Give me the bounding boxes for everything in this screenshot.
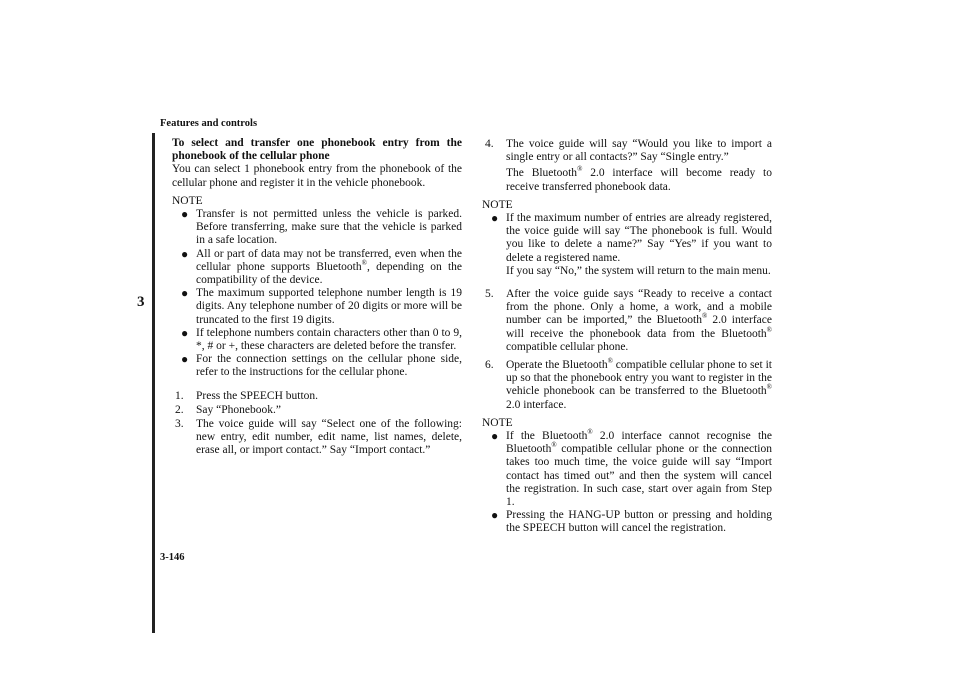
note-bullet: ● If the Bluetooth® 2.0 interface cannot recognise the Bluetooth® compatible cellular phone or the connection takes too much time, the voice guide will say “Import contact has timed out” and then the system will cancel the registration. In such case, start over again from Step 1. [491,428,772,509]
bullet-icon: ● [181,325,189,340]
note-bullet: ● The maximum supported telephone number length is 19 digits. Any telephone number of 20 digits or more will be truncated to the first 19 digits. [181,286,462,326]
intro-paragraph: You can select 1 phonebook entry from the phonebook of the cellular phone and register it in the vehicle phonebook. [172,163,462,189]
note-bullet: ● If telephone numbers contain characters other than 0 to 9, *, # or +, these characters are deleted before the transfer. [181,325,462,353]
bullet-icon: ● [181,286,189,301]
note-label: NOTE [482,416,513,429]
section-header: Features and controls [160,118,258,129]
left-column [172,137,462,458]
note-bullet: ● Pressing the HANG-UP button or pressing and holding the SPEECH button will cancel the registration. [491,508,772,535]
bullet-icon: ● [491,211,499,226]
note-bullet: ● All or part of data may not be transferred, even when the cellular phone supports Bluetooth®, depending on the compatibility of the device. [181,246,463,287]
step-item: 6. Operate the Bluetooth® compatible cellular phone to set it up so that the phonebook entry you want to register in the vehicle phonebook can be transferred to the Bluetooth® 2.0 interface. [485,357,772,411]
step-item: 1. Press the SPEECH button. [175,389,319,402]
note-bullet: ● For the connection settings on the cellular phone side, refer to the instructions for the cellular phone. [181,352,462,379]
section-heading: To select and transfer one phonebook entry from the phonebook of the cellular phone [172,137,462,163]
step-item: 4. The voice guide will say “Would you like to import a single entry or all contacts?” Say “Single entry.” [485,138,772,164]
step-item: 3. The voice guide will say “Select one of the following: new entry, edit number, edit name, list names, delete, erase all, or import contact.” Say “Import contact.” [175,418,462,457]
step-item: 5. After the voice guide says “Ready to receive a contact from the phone. Only a home, a work, and a mobile number can be imported,” the Bluetooth® 2.0 interface will receive the phonebook data from the Bluetooth® compatible cellular phone. [485,288,772,353]
step-subtext: The Bluetooth® 2.0 interface will become ready to receive transferred phonebook data. [506,165,772,193]
step-item: 2. Say “Phonebook.” [175,403,281,416]
chapter-number: 3 [137,294,145,310]
bullet-icon: ● [491,429,499,444]
bullet-icon: ● [181,207,189,222]
right-column [482,137,772,536]
chapter-tab-bar [152,133,155,633]
bullet-icon: ● [181,246,189,261]
page-number: 3-146 [160,552,185,563]
note-bullet: ● If the maximum number of entries are already registered, the voice guide will say “The phonebook is full. Would you like to delete a name?” Say “Yes” if you want to delete a registered name. If you say “No,” the system will return to the main menu. [491,211,772,277]
note-bullet: ● Transfer is not permitted unless the vehicle is parked. Before transferring, make sure that the vehicle is parked in a safe location. [181,207,462,247]
note-label: NOTE [172,194,203,207]
bullet-icon: ● [491,508,499,523]
note-label: NOTE [482,198,513,211]
bullet-icon: ● [181,352,189,367]
